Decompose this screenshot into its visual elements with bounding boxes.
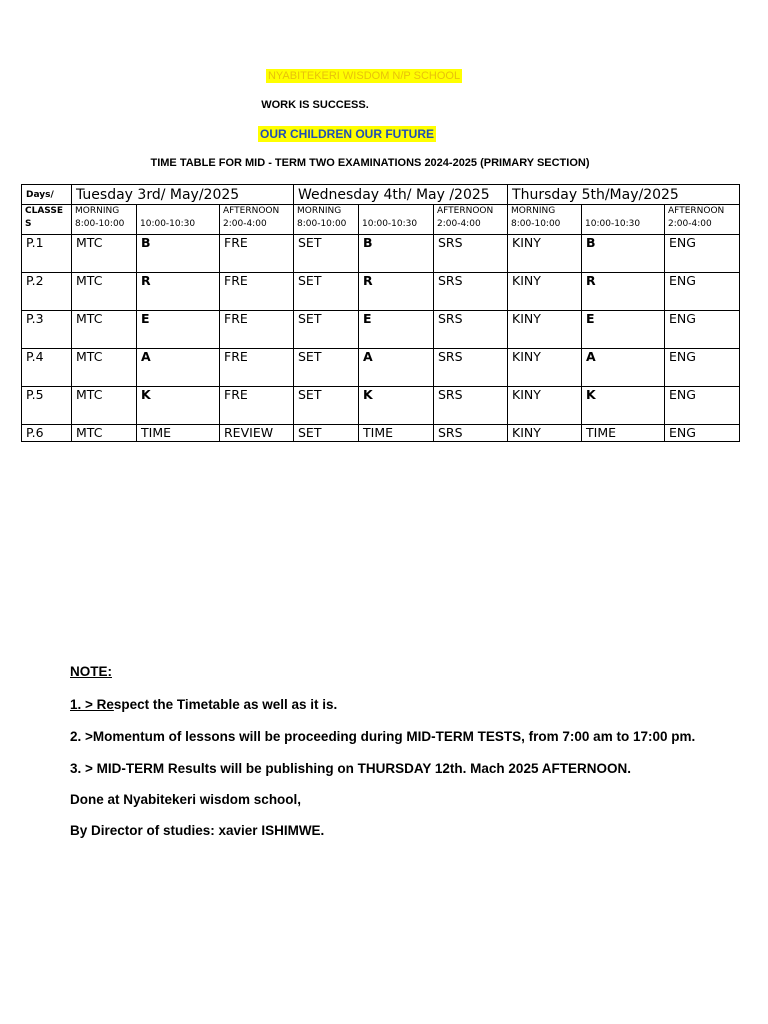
session-header	[359, 205, 434, 235]
note-item-1	[70, 697, 337, 712]
subject-cell: E	[137, 311, 220, 349]
subject-cell: ENG	[665, 387, 740, 425]
subject-cell: R	[582, 273, 665, 311]
subject-cell: SET	[294, 425, 359, 442]
subject-cell: SET	[294, 311, 359, 349]
subject-cell: KINY	[508, 311, 582, 349]
session-header	[220, 205, 294, 235]
session-time: 2:00-4:00	[223, 219, 267, 229]
subject-cell: B	[582, 235, 665, 273]
subject-cell: A	[582, 349, 665, 387]
subject-cell: SET	[294, 235, 359, 273]
subject-cell: MTC	[72, 387, 137, 425]
subject-cell: E	[582, 311, 665, 349]
session-time: 8:00-10:00	[511, 219, 561, 229]
session-name	[585, 205, 661, 218]
session-name: AFTERNOON	[223, 206, 280, 216]
classes-label: CLASSES	[22, 205, 72, 235]
table-row	[22, 273, 740, 311]
session-name: AFTERNOON	[668, 206, 725, 216]
subject-cell: SRS	[434, 235, 508, 273]
session-name: MORNING	[75, 206, 120, 216]
day-header-thursday: Thursday 5th/May/2025	[508, 185, 740, 205]
subject-cell: KINY	[508, 235, 582, 273]
day-header-tuesday: Tuesday 3rd/ May/2025	[72, 185, 294, 205]
subject-cell: FRE	[220, 235, 294, 273]
subject-cell: E	[359, 311, 434, 349]
subject-cell: ENG	[665, 311, 740, 349]
subject-cell: MTC	[72, 273, 137, 311]
school-motto: WORK IS SUCCESS.	[261, 99, 369, 111]
table-row	[22, 425, 740, 442]
subject-cell: FRE	[220, 349, 294, 387]
class-cell: P.3	[22, 311, 72, 349]
subject-cell: ENG	[665, 273, 740, 311]
session-header-row	[22, 205, 740, 235]
session-name: MORNING	[511, 206, 556, 216]
class-cell: P.4	[22, 349, 72, 387]
session-name: AFTERNOON	[437, 206, 494, 216]
session-name	[140, 205, 216, 218]
subject-cell: FRE	[220, 273, 294, 311]
note-item-1-prefix: 1. > Re	[70, 697, 114, 712]
session-header	[137, 205, 220, 235]
subject-cell: KINY	[508, 425, 582, 442]
done-at-line: Done at Nyabitekeri wisdom school,	[70, 792, 302, 807]
subject-cell: SRS	[434, 273, 508, 311]
subject-cell: KINY	[508, 273, 582, 311]
session-time: 8:00-10:00	[297, 219, 347, 229]
subject-cell: REVIEW	[220, 425, 294, 442]
session-name: MORNING	[297, 206, 342, 216]
subject-cell: K	[582, 387, 665, 425]
session-time: 2:00-4:00	[668, 219, 712, 229]
session-name	[362, 205, 430, 218]
school-name-text: NYABITEKERI WISDOM N/P SCHOOL	[267, 70, 461, 82]
exam-timetable	[21, 184, 740, 442]
subject-cell: A	[137, 349, 220, 387]
note-item-3: 3. > MID-TERM Results will be publishing on THURSDAY 12th. Mach 2025 AFTERNOON.	[70, 761, 631, 776]
subject-cell: SRS	[434, 349, 508, 387]
session-header	[294, 205, 359, 235]
note-heading: NOTE:	[70, 664, 112, 679]
day-header-wednesday: Wednesday 4th/ May /2025	[294, 185, 508, 205]
subject-cell: SET	[294, 387, 359, 425]
subject-cell: ENG	[665, 349, 740, 387]
subject-cell: MTC	[72, 235, 137, 273]
subject-cell: MTC	[72, 349, 137, 387]
session-time: 2:00-4:00	[437, 219, 481, 229]
session-header	[434, 205, 508, 235]
subject-cell: B	[359, 235, 434, 273]
subject-cell: MTC	[72, 311, 137, 349]
timetable-body	[22, 235, 740, 442]
day-header-row	[22, 185, 740, 205]
table-row	[22, 311, 740, 349]
subject-cell: TIME	[582, 425, 665, 442]
subject-cell: A	[359, 349, 434, 387]
subject-cell: FRE	[220, 311, 294, 349]
subject-cell: TIME	[359, 425, 434, 442]
session-time: 10:00-10:30	[362, 219, 418, 229]
subject-cell: FRE	[220, 387, 294, 425]
signature-line: By Director of studies: xavier ISHIMWE.	[70, 823, 325, 838]
school-slogan	[0, 127, 694, 141]
note-item-1-text: spect the Timetable as well as it is.	[113, 697, 338, 712]
class-cell: P.6	[22, 425, 72, 442]
class-cell: P.2	[22, 273, 72, 311]
class-cell: P.5	[22, 387, 72, 425]
subject-cell: SET	[294, 273, 359, 311]
subject-cell: SET	[294, 349, 359, 387]
session-header	[508, 205, 582, 235]
subject-cell: TIME	[137, 425, 220, 442]
school-name	[0, 70, 728, 82]
subject-cell: MTC	[72, 425, 137, 442]
table-row	[22, 235, 740, 273]
school-slogan-text: OUR CHILDREN OUR FUTURE	[260, 127, 434, 141]
session-header	[665, 205, 740, 235]
days-label: Days/	[22, 185, 72, 205]
subject-cell: K	[137, 387, 220, 425]
subject-cell: B	[137, 235, 220, 273]
subject-cell: KINY	[508, 387, 582, 425]
session-header	[582, 205, 665, 235]
session-header	[72, 205, 137, 235]
subject-cell: ENG	[665, 425, 740, 442]
subject-cell: R	[137, 273, 220, 311]
timetable-title: TIME TABLE FOR MID - TERM TWO EXAMINATIONS 2024-2025 (PRIMARY SECTION)	[150, 157, 590, 169]
note-item-2: 2. >Momentum of lessons will be proceeding during MID-TERM TESTS, from 7:00 am to 17:00 pm.	[70, 729, 696, 744]
subject-cell: SRS	[434, 387, 508, 425]
table-row	[22, 387, 740, 425]
session-time: 8:00-10:00	[75, 219, 125, 229]
table-row	[22, 349, 740, 387]
session-time: 10:00-10:30	[140, 219, 196, 229]
subject-cell: R	[359, 273, 434, 311]
subject-cell: K	[359, 387, 434, 425]
subject-cell: KINY	[508, 349, 582, 387]
session-time: 10:00-10:30	[585, 219, 641, 229]
subject-cell: SRS	[434, 311, 508, 349]
class-cell: P.1	[22, 235, 72, 273]
subject-cell: SRS	[434, 425, 508, 442]
subject-cell: ENG	[665, 235, 740, 273]
